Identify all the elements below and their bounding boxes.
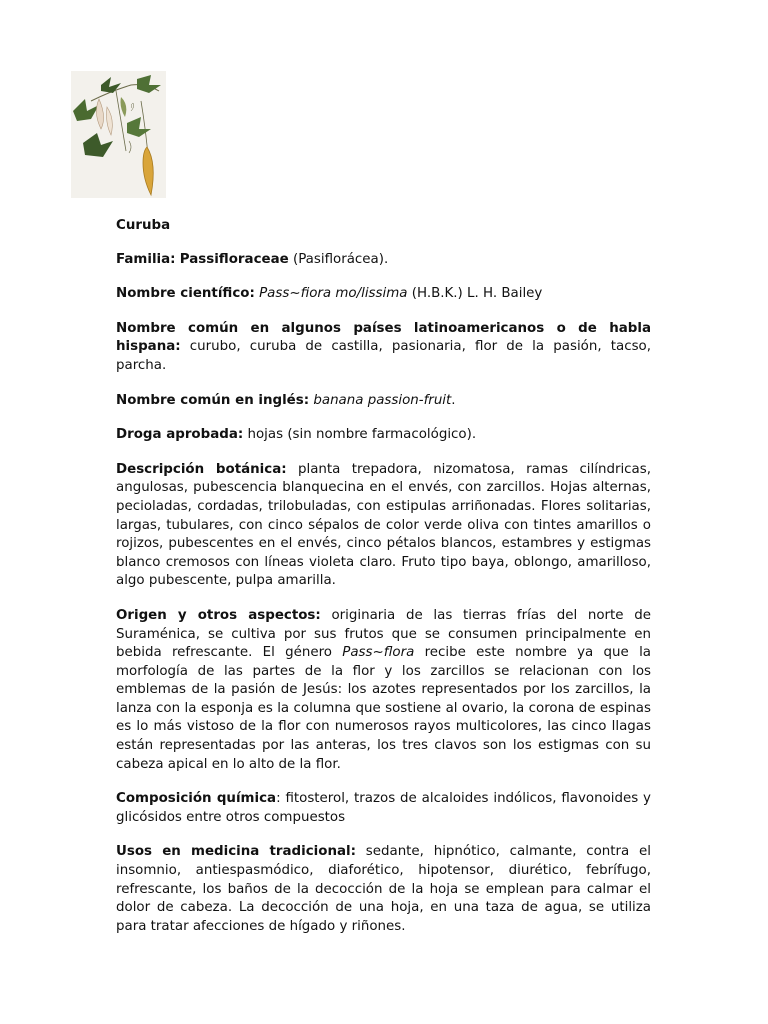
- composicion-paragraph: Composición química: fitosterol, trazos de alcaloides indólicos, flavonoides y glicósidos entre otros compuestos: [116, 791, 651, 825]
- descripcion-paragraph: Descripción botánica: planta trepadora, nizomatosa, ramas cilíndricas, angulosas, pubescencia blanquecina en el envés, con zarcillos. Hojas alternas, pecioladas, cordadas, trilobuladas, con estipulas arriñonadas. Flores solitarias, largas, tubulares, con cinco sépalos de color verde oliva con tintes amarillos o rojizos, pubescentes en el envés, cinco pétalos blancos, estambres y estigmas blanco cremosos con líneas violeta claro. Fruto tipo baya, oblongo, amarilloso, algo pubescente, pulpa amarilla.: [116, 461, 651, 589]
- nombre-ingles-paragraph: Nombre común en inglés: banana passion-fruit.: [116, 392, 456, 408]
- passiflora-illustration: [71, 71, 166, 198]
- document-body: [116, 217, 651, 952]
- origen-paragraph: Origen y otros aspectos: originaria de las tierras frías del norte de Suraménica, se cultiva por sus frutos que se consumen principalmente en bebida refrescante. El género Pass~flora recibe este nombre ya que la morfología de las partes de la flor y los zarcillos se relacionan con los emblemas de la pasión de Jesús: los azotes representados por los zarcillos, la lanza con la esponja es la columna que sostiene al ovario, la corona de espinas es lo más vistoso de la flor con numerosos rayos multicolores, las cinco llagas están representadas por las anteras, los tres clavos son los estigmas con su cabeza apical en lo alto de la flor.: [116, 607, 651, 772]
- droga-paragraph: Droga aprobada: hojas (sin nombre farmacológico).: [116, 427, 477, 443]
- nombre-comun-paragraph: Nombre común en algunos países latinoamericanos o de habla hispana: curubo, curuba de castilla, pasionaria, flor de la pasión, tacso, parcha.: [116, 320, 651, 373]
- familia-paragraph: Familia: Passifloraceae (Pasiflorácea).: [116, 251, 389, 267]
- usos-paragraph: Usos en medicina tradicional: sedante, hipnótico, calmante, contra el insomnio, antiespasmódico, diaforético, hipotensor, diurético, febrífugo, refrescante, los baños de la decocción de la hoja se emplean para calmar el dolor de cabeza. La decocción de una hoja, en una taza de agua, se utiliza para tratar afecciones de hígado y riñones.: [116, 844, 651, 934]
- document-title: Curuba: [116, 218, 171, 233]
- nombre-cientifico-paragraph: Nombre científico: Pass~fiora mo/lissima (H.B.K.) L. H. Bailey: [116, 286, 543, 302]
